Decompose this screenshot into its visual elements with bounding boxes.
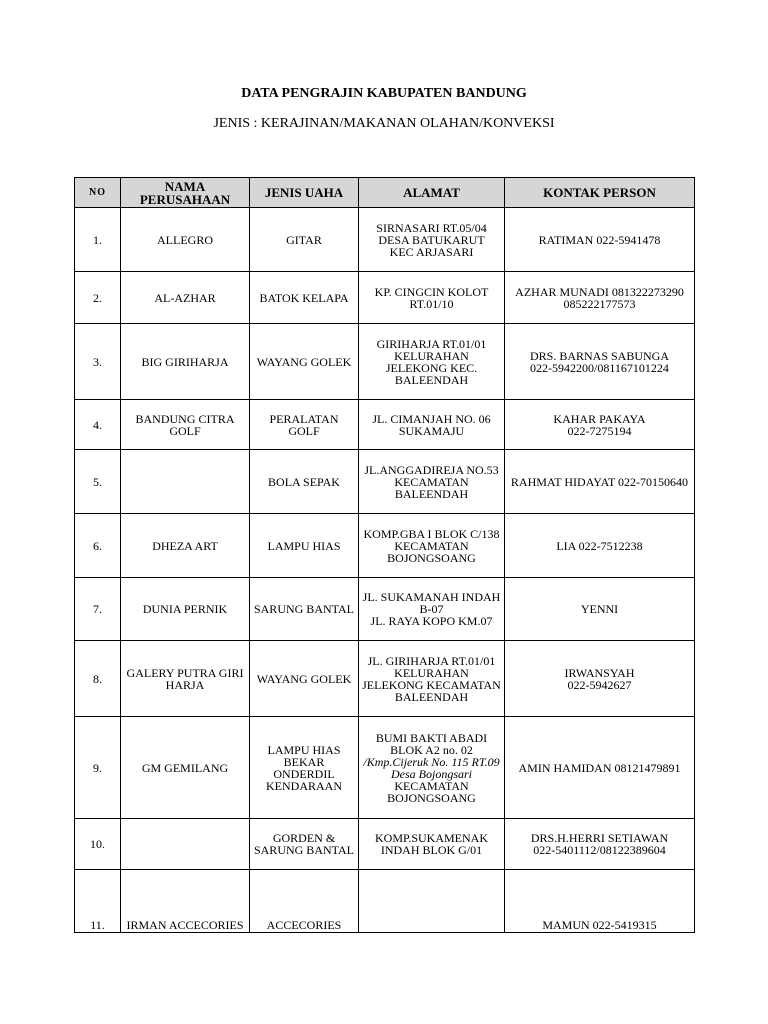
cell-line: INDAH BLOK G/01 [380,843,483,857]
cell-line: BOJONGSOANG [387,790,476,805]
cell-line: ONDERDIL [273,766,335,781]
cell-line: /Kmp.Cijeruk No. 115 RT.09 [363,754,500,769]
cell-line: LAMPU HIAS [267,742,341,757]
cell-line: SIRNASARI RT.05/04 [376,220,487,235]
cell-no: 6. [75,514,121,578]
header-kontak-person: KONTAK PERSON [505,178,695,208]
cell-no: 3. [75,324,121,400]
cell-line: DRS. BARNAS SABUNGA [529,348,670,363]
cell-kontak [505,717,695,819]
cell-no: 1. [75,208,121,272]
cell-no: 2. [75,272,121,324]
cell-nama [121,578,250,641]
cell-line: SUKAMAJU [398,423,465,438]
cell-line: IRMAN ACCECORIES [126,918,244,932]
cell-kontak [505,208,695,272]
cell-kontak [505,819,695,870]
cell-line: 022-5942627 [567,677,632,692]
cell-line: BIG GIRIHARJA [141,354,229,369]
cell-line: YENNI [580,602,619,616]
cell-line: ALLEGRO [157,232,213,247]
cell-line: LAMPU HIAS [267,538,341,553]
cell-kontak [505,324,695,400]
cell-line: SARUNG BANTAL [253,843,355,857]
cell-alamat [359,641,505,717]
cell-alamat [359,400,505,450]
cell-line: BALEENDAH [394,372,469,387]
cell-line: KP. CINGCIN KOLOT [374,284,489,299]
cell-jenis [250,717,359,819]
cell-no: 4. [75,400,121,450]
cell-line: RT.01/10 [409,296,454,311]
cell-kontak [505,272,695,324]
cell-line: HARJA [165,677,205,692]
cell-alamat [359,717,505,819]
cell-line: BOJONGSOANG [387,550,476,565]
cell-nama [121,400,250,450]
cell-kontak [505,870,695,933]
cell-line: KECAMATAN [394,538,469,553]
cell-line: RATIMAN 022-5941478 [538,232,661,247]
cell-nama [121,641,250,717]
table-row [75,324,695,400]
cell-no: 5. [75,450,121,514]
cell-line: AZHAR MUNADI 081322273290 [515,284,684,299]
cell-kontak [505,450,695,514]
cell-nama [121,450,250,514]
cell-jenis [250,272,359,324]
cell-kontak [505,400,695,450]
cell-line: JL. GIRIHARJA RT.01/01 [367,653,496,668]
cell-line: JL. RAYA KOPO KM.07 [370,614,493,628]
cell-line: KEC ARJASARI [389,244,474,259]
cell-jenis [250,819,359,870]
cell-line: JL. CIMANJAH NO. 06 [372,411,491,426]
cell-alamat [359,208,505,272]
cell-alamat [359,324,505,400]
cell-no: 8. [75,641,121,717]
cell-line: BALEENDAH [394,486,469,501]
cell-nama [121,870,250,933]
cell-line: GOLF [288,423,320,438]
crafts-table [74,177,695,933]
cell-line: 022-7275194 [567,423,632,438]
cell-line: JL.ANGGADIREJA NO.53 [364,462,499,477]
cell-nama [121,324,250,400]
table-row [75,514,695,578]
cell-line: BANDUNG CITRA [135,411,235,426]
cell-alamat [359,514,505,578]
table-row [75,578,695,641]
cell-line: 085222177573 [563,296,636,311]
cell-line: GM GEMILANG [141,760,229,775]
cell-line: DRS.H.HERRI SETIAWAN [530,831,669,845]
cell-line: PERALATAN [269,411,339,426]
cell-line: KECAMATAN [394,778,469,793]
cell-line: BALEENDAH [394,689,469,704]
header-jenis-uaha: JENIS UAHA [250,178,359,208]
cell-line: 022-5401112/08122389604 [533,843,666,857]
cell-no: 10. [75,819,121,870]
cell-line: KECAMATAN [394,474,469,489]
cell-line: LIA 022-7512238 [556,538,643,553]
cell-line: MAMUN 022-5419315 [542,918,657,932]
cell-jenis [250,208,359,272]
table-body [75,208,695,933]
cell-kontak [505,578,695,641]
cell-line: WAYANG GOLEK [256,354,352,369]
cell-line: DHEZA ART [152,538,218,553]
table-row [75,450,695,514]
cell-alamat [359,272,505,324]
cell-line: WAYANG GOLEK [256,671,352,686]
cell-line: 022-5942200/081167101224 [530,360,669,375]
table-row [75,870,695,933]
cell-line: BATOK KELAPA [259,290,349,305]
cell-line: JELEKONG KECAMATAN [362,677,501,692]
cell-line: KELURAHAN [394,348,469,363]
cell-alamat [359,578,505,641]
cell-line: KELURAHAN [394,665,469,680]
table-row [75,272,695,324]
cell-line: B-07 [419,602,444,616]
cell-jenis [250,450,359,514]
header-nama-perusahaan: NAMA PERUSAHAAN [121,178,250,208]
cell-alamat [359,870,505,933]
header-alamat: ALAMAT [359,178,505,208]
cell-nama [121,208,250,272]
document-title: DATA PENGRAJIN KABUPATEN BANDUNG [241,86,527,101]
table-row [75,208,695,272]
cell-jenis [250,641,359,717]
cell-line: BLOK A2 no. 02 [390,742,473,757]
cell-alamat [359,819,505,870]
cell-line: ACCECORIES [266,918,342,932]
table-row [75,641,695,717]
header-no: NO [75,178,121,208]
cell-jenis [250,400,359,450]
table-header-row [75,178,695,208]
cell-line: GOLF [169,423,201,438]
cell-line: DESA BATUKARUT [378,232,485,247]
cell-alamat [359,450,505,514]
cell-line: KOMP.GBA I BLOK C/138 [363,526,500,541]
cell-line: JELEKONG KEC. [385,360,478,375]
cell-line: AL-AZHAR [154,290,216,305]
cell-line: BOLA SEPAK [268,474,340,489]
cell-line: SARUNG BANTAL [253,602,355,616]
cell-jenis [250,870,359,933]
cell-nama [121,514,250,578]
cell-kontak [505,641,695,717]
cell-line: KOMP.SUKAMENAK [374,831,488,845]
cell-line: KAHAR PAKAYA [553,411,646,426]
cell-line: BUMI BAKTI ABADI [375,730,488,745]
cell-jenis [250,324,359,400]
cell-line: JL. SUKAMANAH INDAH [362,590,501,604]
table-row [75,400,695,450]
cell-line: GORDEN & [272,831,336,845]
cell-no: 11. [75,870,121,933]
cell-no: 7. [75,578,121,641]
cell-nama [121,819,250,870]
cell-jenis [250,578,359,641]
cell-line: GIRIHARJA RT.01/01 [376,336,487,351]
cell-line: Desa Bojongsari [391,766,472,781]
cell-line: BEKAR [283,754,325,769]
table-row [75,819,695,870]
cell-jenis [250,514,359,578]
cell-kontak [505,514,695,578]
cell-no: 9. [75,717,121,819]
cell-line: GALERY PUTRA GIRI [126,665,244,680]
cell-line: IRWANSYAH [564,665,635,680]
cell-nama [121,272,250,324]
cell-line: RAHMAT HIDAYAT 022-70150640 [510,474,689,489]
cell-line: KENDARAAN [266,778,342,793]
document-subtitle: JENIS : KERAJINAN/MAKANAN OLAHAN/KONVEKSI [213,116,555,131]
table-row [75,717,695,819]
cell-line: DUNIA PERNIK [142,602,228,616]
cell-line: GITAR [286,232,322,247]
cell-line: AMIN HAMIDAN 08121479891 [518,760,681,775]
cell-nama [121,717,250,819]
